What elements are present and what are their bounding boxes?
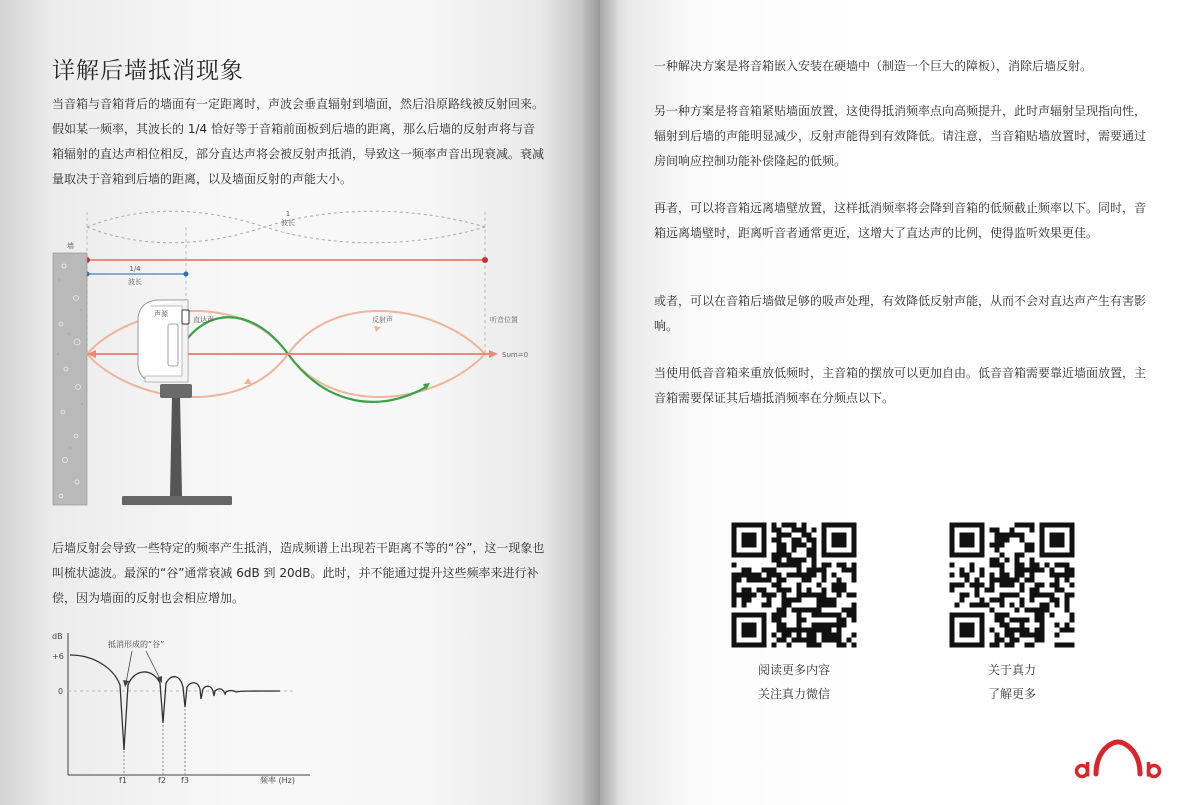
- stand-pole: [170, 396, 182, 496]
- wall: [53, 253, 87, 505]
- quarter-wavelength-label: 波长: [128, 278, 142, 286]
- direct-label: 直达声: [193, 316, 214, 324]
- axis-arrow-right: [489, 350, 498, 358]
- about-qr-caption-line1: 关于真力: [987, 663, 1036, 677]
- f2-label: f2: [158, 776, 166, 785]
- wechat-qr-caption-line1: 阅读更多内容: [757, 663, 830, 677]
- reflected-label: 反射声: [372, 316, 393, 324]
- solution-paragraph-4: 或者，可以在音箱后墙做足够的吸声处理，有效降低反射声能，从而不会对直达声产生有害影响。: [654, 294, 1147, 333]
- plus6-tick: +6: [52, 652, 64, 661]
- source-label: 声源: [154, 310, 168, 318]
- brand-logo-arc: [1096, 742, 1140, 774]
- solution-paragraph-5: 当使用低音音箱来重放低频时，主音箱的摆放可以更加自由。低音音箱需要靠近墙面放置，主音箱需要保证其后墙抵消频率在分频点以下。: [654, 366, 1147, 405]
- about-qr-code[interactable]: [949, 522, 1075, 648]
- about-qr-block: [942, 522, 1082, 706]
- wavelength-label: 波长: [281, 219, 295, 227]
- f1-label: f1: [119, 776, 127, 785]
- wall-label: 墙: [67, 242, 74, 250]
- reflected-arrow-lower: [244, 378, 252, 384]
- direct-wave: [178, 317, 428, 402]
- wavelength-end-dot: [482, 257, 488, 263]
- wechat-qr-caption-line2: 关注真力微信: [757, 687, 830, 701]
- page-title: 详解后墙抵消现象: [52, 58, 244, 84]
- comb-filter-chart: [50, 625, 320, 785]
- listening-position-label: 听音位置: [490, 316, 518, 324]
- brand-logo: [1068, 738, 1164, 782]
- reflected-arrow-upper: [374, 326, 381, 332]
- sum-label: Sum=0: [502, 351, 529, 359]
- solution-paragraph-2: 另一种方案是将音箱紧贴墙面放置，这使得抵消频率点向高频提升，此时声辐射呈现指向性，辐射到后墙的声能明显减少，反射声能得到有效降低。请注意，当音箱贴墙放置时，需要通过房间响应控制功能补偿隆起的低频。: [654, 104, 1147, 168]
- stand-base: [122, 496, 232, 505]
- wall-cancellation-diagram: [50, 206, 550, 516]
- one-label: 1: [285, 210, 291, 218]
- x-axis-label: 频率 (Hz): [260, 776, 295, 785]
- intro-paragraph: 当音箱与音箱背后的墙面有一定距离时，声波会垂直辐射到墙面，然后沿原路线被反射回来。假如某一频率，其波长的 1/4 恰好等于音箱前面板到后墙的距离，那么后墙的反射声将与音箱辐射的直达声相位相反，部分直达声将会被反射声抵消，导致这一频率声音出现衰减。衰减量取决于音箱到后墙的距离，以及墙面反射的声能大小。: [52, 97, 545, 186]
- stand-top: [160, 384, 192, 398]
- valley-annotation: 抵消形成的“谷”: [108, 640, 165, 649]
- y-unit: dB: [52, 632, 63, 641]
- wechat-qr-block: [724, 522, 864, 706]
- frequency-response-curve: [70, 655, 280, 750]
- about-qr-caption-line2: 了解更多: [987, 687, 1036, 701]
- f3-label: f3: [181, 776, 189, 785]
- wechat-qr-code[interactable]: [731, 522, 857, 648]
- quarter-label: 1/4: [129, 265, 141, 273]
- speaker-tweeter: [182, 310, 189, 324]
- comb-filter-paragraph: 后墙反射会导致一些特定的频率产生抵消，造成频谱上出现若干距离不等的“谷”，这一现象也叫梳状滤波。最深的“谷”通常衰减 6dB 到 20dB。此时，并不能通过提升这些频率来进行补偿，因为墙面的反射也会相应增加。: [52, 541, 545, 605]
- zero-tick: 0: [58, 687, 64, 696]
- solution-paragraph-3: 再者，可以将音箱远离墙壁放置，这样抵消频率将会降到音箱的低频截止频率以下。同时，音箱远离墙壁时，距离听音者通常更近，这增大了直达声的比例，使得监听效果更佳。: [654, 201, 1147, 240]
- solution-paragraph-1: 一种解决方案是将音箱嵌入安装在硬墙中（制造一个巨大的障板），消除后墙反射。: [654, 59, 1093, 73]
- quarter-end-dot: [184, 272, 189, 277]
